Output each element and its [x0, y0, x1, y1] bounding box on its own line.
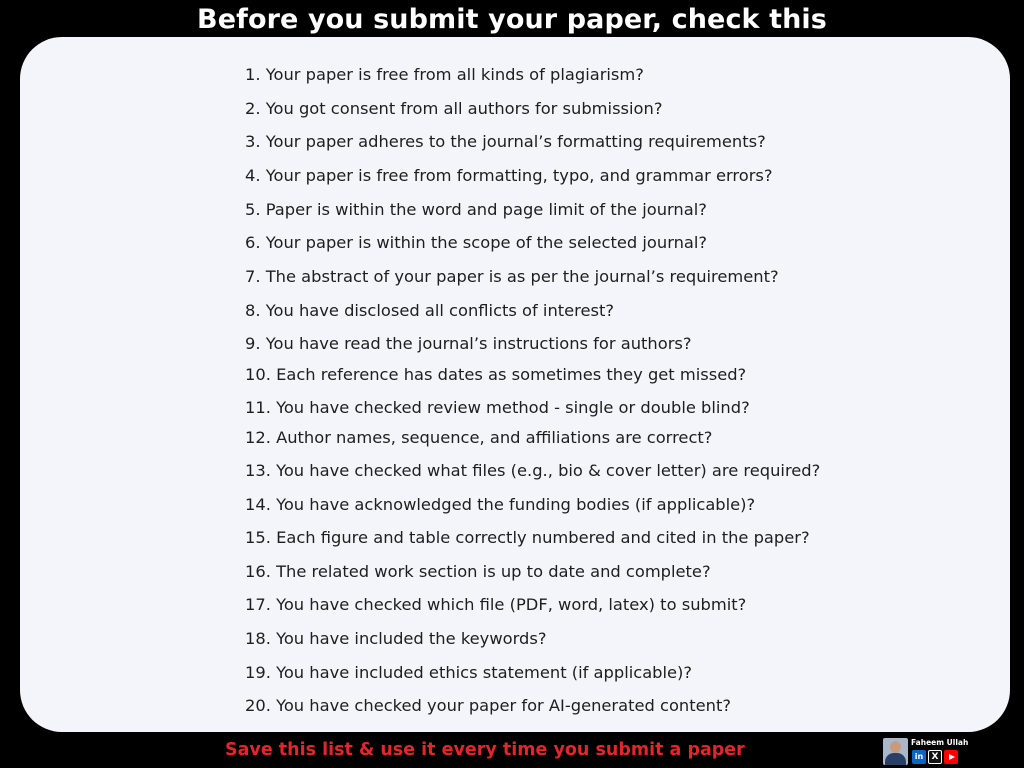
- checklist-item: 15. Each figure and table correctly numbered and cited in the paper?: [245, 528, 810, 547]
- avatar-body: [885, 753, 906, 765]
- youtube-icon[interactable]: [944, 750, 958, 764]
- avatar-head: [890, 741, 901, 753]
- checklist-item: 7. The abstract of your paper is as per the journal’s requirement?: [245, 267, 779, 286]
- page-title: Before you submit your paper, check this: [197, 4, 827, 35]
- linkedin-icon[interactable]: in: [912, 750, 926, 764]
- checklist-item: 6. Your paper is within the scope of the selected journal?: [245, 233, 708, 252]
- author-badge: [883, 738, 969, 766]
- checklist-item: 3. Your paper adheres to the journal’s formatting requirements?: [245, 132, 766, 151]
- checklist-item: 9. You have read the journal’s instructions for authors?: [245, 334, 692, 353]
- checklist-item: 1. Your paper is free from all kinds of plagiarism?: [245, 65, 644, 84]
- checklist-item: 10. Each reference has dates as sometimes they get missed?: [245, 365, 747, 384]
- checklist-item: 19. You have included ethics statement (if applicable)?: [245, 663, 693, 682]
- avatar: [883, 738, 908, 765]
- x-icon[interactable]: X: [928, 750, 942, 764]
- play-icon: [949, 754, 955, 760]
- checklist-item: 8. You have disclosed all conflicts of interest?: [245, 301, 615, 320]
- checklist-item: 5. Paper is within the word and page limit of the journal?: [245, 200, 707, 219]
- checklist-item: 17. You have checked which file (PDF, word, latex) to submit?: [245, 595, 747, 614]
- checklist-item: 11. You have checked review method - single or double blind?: [245, 398, 750, 417]
- checklist-item: 14. You have acknowledged the funding bodies (if applicable)?: [245, 495, 756, 514]
- checklist-item: 4. Your paper is free from formatting, typo, and grammar errors?: [245, 166, 773, 185]
- checklist-item: 20. You have checked your paper for AI-generated content?: [245, 696, 731, 715]
- checklist-card: [20, 37, 1010, 732]
- footer-note: Save this list & use it every time you submit a paper: [225, 740, 745, 760]
- checklist-item: 18. You have included the keywords?: [245, 629, 547, 648]
- checklist-item: 12. Author names, sequence, and affiliations are correct?: [245, 428, 713, 447]
- checklist-item: 16. The related work section is up to date and complete?: [245, 562, 711, 581]
- checklist-item: 13. You have checked what files (e.g., bio & cover letter) are required?: [245, 461, 821, 480]
- author-name: Faheem Ullah: [911, 738, 969, 747]
- checklist-item: 2. You got consent from all authors for submission?: [245, 99, 663, 118]
